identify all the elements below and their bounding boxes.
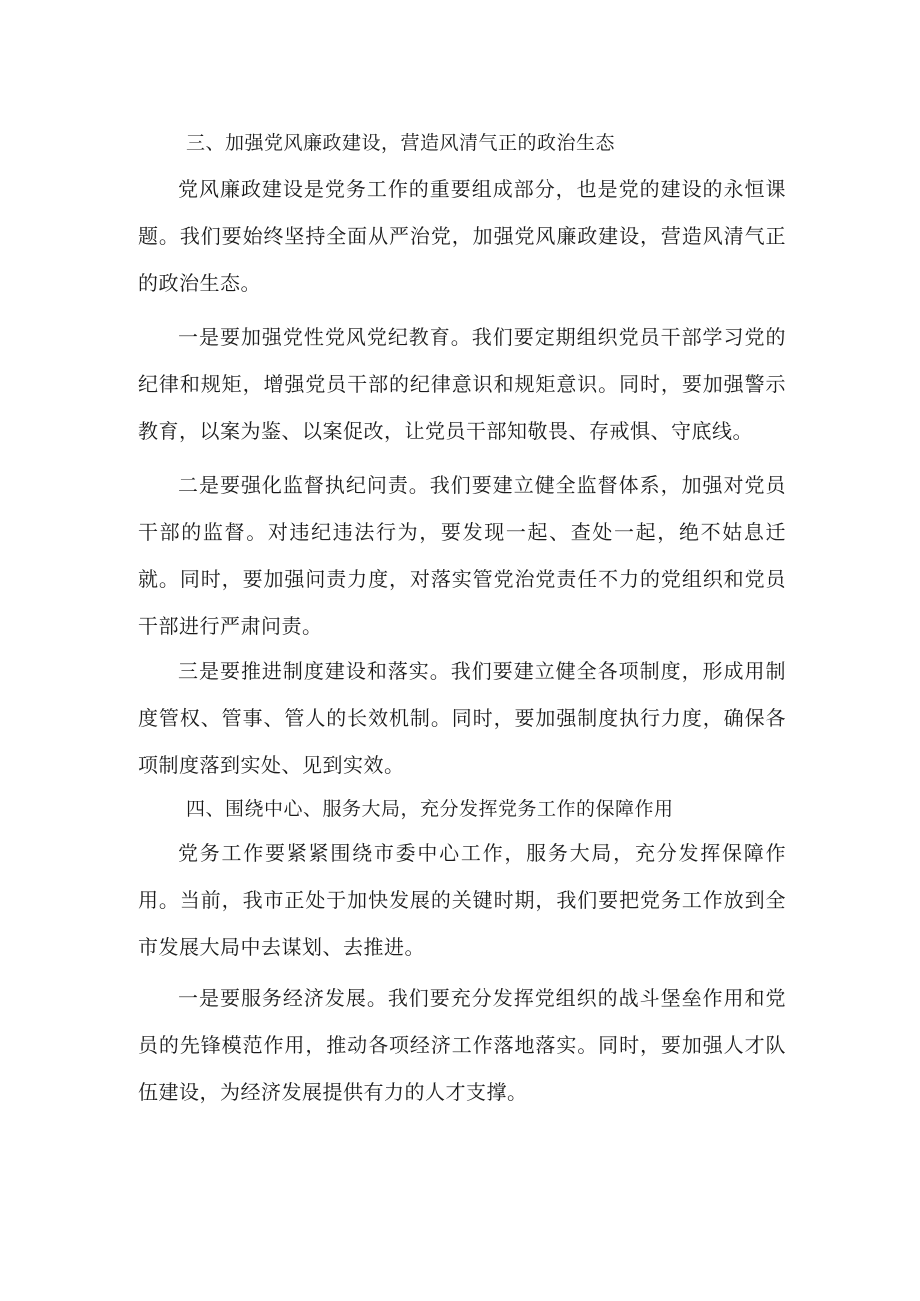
paragraph: 党务工作要紧紧围绕市委中心工作，服务大局，充分发挥保障作用。当前，我市正处于加快发展的关键时期，我们要把党务工作放到全市发展大局中去谋划、去推进。: [138, 841, 786, 959]
paragraph: 党风廉政建设是党务工作的重要组成部分，也是党的建设的永恒课题。我们要始终坚持全面从严治党，加强党风廉政建设，营造风清气正的政治生态。: [138, 177, 786, 295]
section-heading-3: 三、加强党风廉政建设，营造风清气正的政治生态: [186, 132, 616, 154]
paragraph: 一是要加强党性党风党纪教育。我们要定期组织党员干部学习党的纪律和规矩，增强党员干部的纪律意识和规矩意识。同时，要加强警示教育，以案为鉴、以案促改，让党员干部知敬畏、存戒惧、守底线。: [138, 325, 786, 443]
paragraph: 二是要强化监督执纪问责。我们要建立健全监督体系，加强对党员干部的监督。对违纪违法行为，要发现一起、查处一起，绝不姑息迁就。同时，要加强问责力度，对落实管党治党责任不力的党组织和党员干部进行严肃问责。: [138, 473, 786, 638]
paragraph: 一是要服务经济发展。我们要充分发挥党组织的战斗堡垒作用和党员的先锋模范作用，推动各项经济工作落地落实。同时，要加强人才队伍建设，为经济发展提供有力的人才支撑。: [138, 986, 786, 1104]
paragraph: 三是要推进制度建设和落实。我们要建立健全各项制度，形成用制度管权、管事、管人的长效机制。同时，要加强制度执行力度，确保各项制度落到实处、见到实效。: [138, 659, 786, 777]
section-heading-4: 四、围绕中心、服务大局，充分发挥党务工作的保障作用: [186, 798, 674, 820]
